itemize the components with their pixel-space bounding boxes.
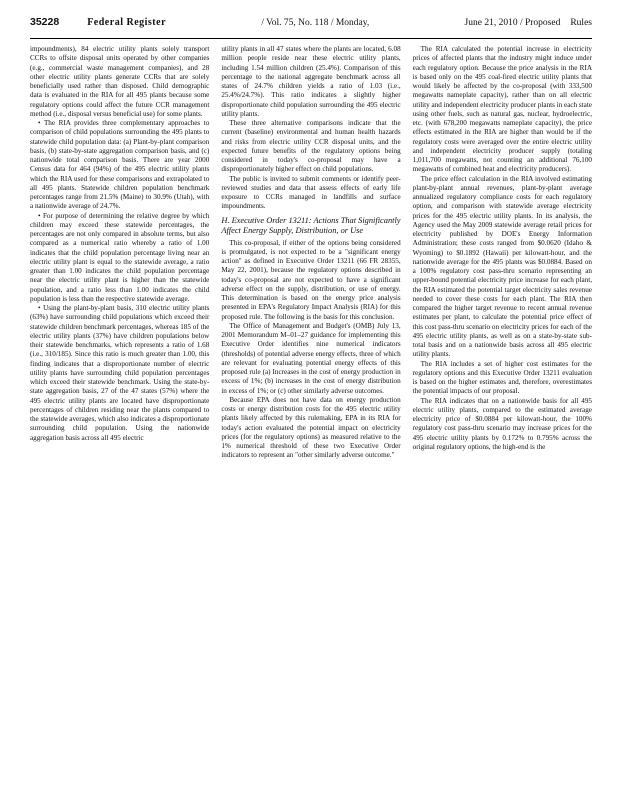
paragraph: Because EPA does not have data on energy production costs or energy distribution costs for the 495 electric utility plants likely affected by this rulemaking, EPA in its RIA for today's action evaluated the potential impact on electricity prices (for the regulatory options) as measured relative to the 1% numerical threshold of these two Executive Order indicators to represent an "other similarly adverse outcome." (221, 395, 401, 460)
paragraph: • Using the plant-by-plant basis, 310 electric utility plants (63%) have surrounding child populations which exceed their statewide children benchmark percentages, whereas 185 of the electric utility plants (37%) have children populations below their statewide benchmarks, which represents a ratio of 1.68 (i.e., 310/185). Since this ratio is much greater than 1.00, this finding indicates that a disproportionate number of electric utility plants have surrounding child population percentages which exceed their statewide benchmark. Using the state-by-state aggregation basis, 27 of the 47 states (57%) where the 495 electric utility plants are located have disproportionate percentages of children residing near the plants compared to the statewide averages, which also indicates a disproportionate surrounding child population. Using the nationwide aggregation basis across all 495 electric (30, 304, 210, 442)
volume-info: / Vol. 75, No. 118 / Monday, (261, 18, 370, 28)
column-3 (413, 45, 592, 797)
column-1 (30, 45, 209, 797)
page-number: 35228 (30, 16, 60, 28)
text-columns (30, 45, 592, 797)
section-label: Rules (570, 18, 592, 28)
paragraph: The RIA calculated the potential increase in electricity prices of affected plants that the industry might induce under each regulatory option. Because the price analysis in the RIA is based only on the 495 coal-fired electric utility plants that would likely be affected by the co-proposal (with 333,500 megawatts nameplate capacity), rather than on all electric utility and independent electricity producer plants in each state using other fuels, such as natural gas, nuclear, hydroelectric, etc. (with 678,200 megawatts nameplate capacity), the price effects estimated in the RIA are higher than would be if the regulatory costs were averaged over the entire electric utility and independent electricity producer supply (totaling 1,011,700 megawatts, not counting an additional 76,100 megawatts of combined heat and electricity producers). (412, 45, 592, 174)
running-header-right (465, 18, 592, 28)
paragraph: • The RIA provides three complementary approaches to comparison of child populations surrounding the 495 plants to statewide child population data: (a) Plant-by-plant comparison basis, (b) state-by-state aggregation comparison basis, and (c) nationwide total comparison basis. There are year 2000 Census data for 464 (94%) of the 495 electric utility plants which the RIA used for these comparisons and extrapolated to all 495 plants. Statewide children population benchmark percentages range from 21.5% (Maine) to 30.9% (Utah), with a nationwide average of 24.7%. (30, 119, 210, 211)
paragraph: utility plants in all 47 states where the plants are located, 6.08 million people reside near these electric utility plants, including 1.54 million children (25.4%). Comparison of this percentage to the national aggregate benchmark across all states of 24.7% children yields a ratio of 1.03 (i.e., 25.4%/24.7%). This ratio indicates a slightly higher disproportionate child population surrounding the 495 electric utility plants. (221, 45, 401, 118)
paragraph: The RIA indicates that on a nationwide basis for all 495 electric utility plants, compared to the estimated average electricity price of $0.0884 per kilowatt-hour, the 100% regulatory cost pass-thru scenario may increase prices for the 495 electric utility plants by 0.172% to 0.795% across the original regulatory options, the high-end is the (412, 396, 592, 451)
issue-date: June 21, 2010 / Proposed (464, 18, 561, 28)
paragraph: These three alternative comparisons indicate that the current (baseline) environmental and human health hazards and risks from electric utility CCR disposal units, and the expected future benefits of the regulatory options being considered in today's co-proposal may have a disproportionately higher effect on child populations. (221, 119, 401, 174)
paragraph: impoundments), 84 electric utility plants solely transport CCRs to offsite disposal units operated by other companies (e.g., commercial waste management companies), and 28 other electric utility plants generate CCRs that are solely beneficially used rather than disposed. Child demographic data is evaluated in the RIA for all 495 plants because some regulatory options could affect the future CCR management method (i.e., disposal versus beneficial use) for some plants. (30, 45, 210, 118)
section-heading: H. Executive Order 13211: Actions That Significantly Affect Energy Supply, Distribution, or Use (221, 215, 401, 235)
running-header-left (30, 16, 166, 28)
paragraph: • For purpose of determining the relative degree by which children may exceed these statewide percentages, the percentages are not only compared in absolute terms, but also compared as a numerical ratio whereby a ratio of 1.00 indicates that the child population percentage living near an electric utility plant is equal to the statewide average, a ratio greater than 1.00 indicates the child population percentage near the electric utility plant is higher than the statewide population, and a ratio less than 1.00 indicates the child population is less than the respective statewide average. (30, 211, 210, 303)
publication-title: Federal Register (87, 17, 167, 28)
paragraph: This co-proposal, if either of the options being considered is promulgated, is not expected to be a "significant energy action" as defined in Executive Order 13211 (66 FR 28355, May 22, 2001), because the regulatory options described in today's co-proposal are not expected to have a significant adverse effect on the supply, distribution, or use of energy. This determination is based on the energy price analysis presented in EPA's Regulatory Impact Analysis (RIA) for this proposed rule. The following is the basis for this conclusion. (221, 238, 401, 321)
column-2 (221, 45, 400, 797)
paragraph: The public is invited to submit comments or identify peer-reviewed studies and data that assess effects of early life exposure to CCRs managed in landfills and surface impoundments. (221, 174, 401, 211)
running-header (30, 0, 592, 39)
paragraph: The RIA includes a set of higher cost estimates for the regulatory options and this Executive Order 13211 evaluation is based on the higher estimates and, therefore, overestimates the potential impacts of our proposal. (412, 359, 592, 396)
paragraph: The Office of Management and Budget's (OMB) July 13, 2001 Memorandum M–01–27 guidance for implementing this Executive Order identifies nine numerical indicators (thresholds) of potential adverse energy effects, three of which are relevant for evaluating potential energy effects of this proposed rule (a) Increases in the cost of energy production in excess of 1%; (b) increases in the cost of energy distribution in excess of 1%; or (c) other similarly adverse outcomes. (221, 321, 401, 395)
paragraph: The price effect calculation in the RIA involved estimating plant-by-plant annual revenues, plant-by-plant average annualized regulatory compliance costs for each regulatory option, and comparison with statewide average electricity prices for the 495 electric utility plants. In its analysis, the Agency used the May 2009 statewide average retail prices for electricity published by DOE's Energy Information Administration; these costs ranged from $0.0620 (Idaho & Wyoming) to $0.1892 (Hawaii) per kilowatt-hour, and the nationwide average for the 495 plants was $0.0884. Based on a 100% regulatory cost pass-thru scenario representing an upper-bound potential electricity price increase for each plant, the RIA estimated the potential target electricity sales revenue needed to cover these costs for each plant. The RIA then compared the higher target revenue to recent annual revenue estimates per plant, to calculate the potential price effect of this cost pass-thru scenario on electricity prices for each of the 495 electric utility plants, as well as on a state-by-state sub-total basis and on a nationwide basis across all 495 electric utility plants. (412, 174, 592, 359)
